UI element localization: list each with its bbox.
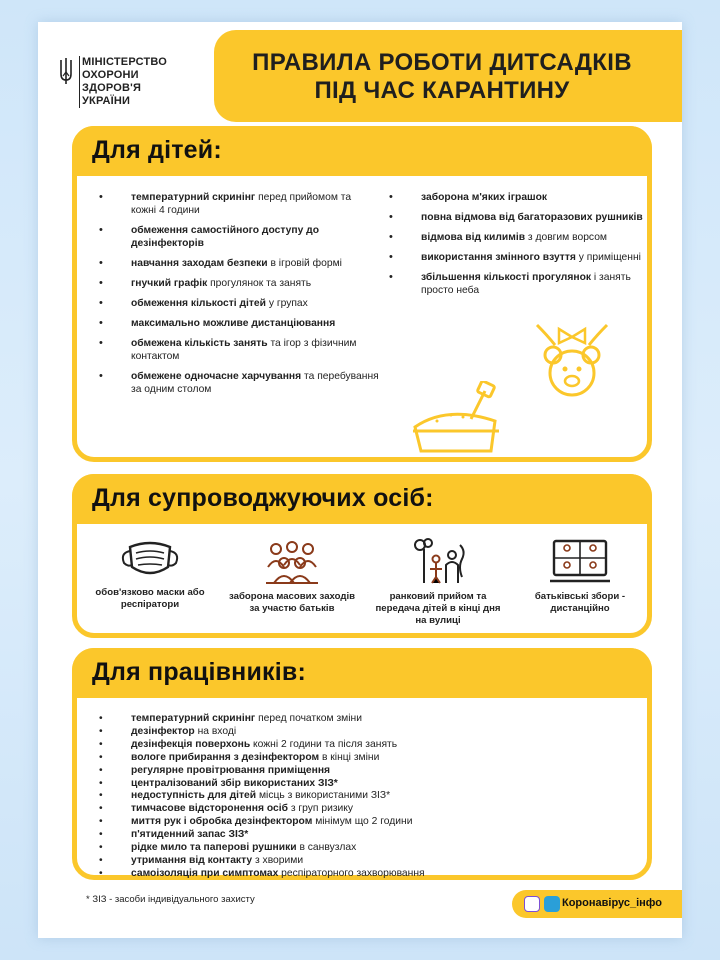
list-item [89, 191, 379, 217]
section-title-children: Для дітей: [92, 136, 222, 164]
trident-icon [58, 56, 74, 86]
list-item [89, 765, 649, 778]
list-item [89, 370, 379, 396]
section-title-escort: Для супроводжуючих осіб: [92, 484, 434, 512]
list-item [89, 317, 379, 330]
list-item [89, 842, 649, 855]
list-item [89, 337, 379, 363]
escort-item-mask [85, 537, 215, 611]
ministry-logo [54, 40, 204, 120]
list-item [89, 868, 649, 881]
rule-rest-text: та ігор з фізичним контактом [131, 338, 357, 362]
rule-bold-text: обмежене одночасне харчування [131, 371, 302, 382]
section-workers [72, 648, 652, 880]
mask-icon [118, 537, 182, 581]
poster [38, 22, 682, 938]
list-item [379, 231, 649, 244]
title-banner [214, 30, 682, 122]
rule-bold-text: миття рук і обробка дезінфектором [131, 816, 313, 828]
list-item [379, 211, 649, 224]
video-call-icon [548, 537, 612, 585]
escort-caption-video: батьківські збори - дистанційно [534, 591, 626, 614]
sandbox-icon [407, 381, 517, 461]
outdoor-icon [406, 537, 470, 585]
list-item [89, 855, 649, 868]
telegram-icon [544, 896, 560, 912]
rule-rest-text: з довгим ворсом [525, 232, 608, 243]
rule-bold-text: недоступність для дітей [131, 790, 257, 802]
escort-caption-mask: обов'язково маски або респіратори [95, 587, 205, 610]
rule-bold-text: обмеження кількості дітей [131, 298, 266, 309]
section-escort [72, 474, 652, 638]
list-item [379, 251, 649, 264]
children-rules-left [89, 191, 379, 403]
list-item [89, 790, 649, 803]
rule-bold-text: збільшення кількості прогулянок [421, 272, 592, 283]
rule-bold-text: заборона м'яких іграшок [421, 192, 548, 203]
crowd-icon [260, 537, 324, 585]
rule-bold-text: температурний скринінг [131, 713, 256, 724]
list-item [89, 778, 649, 791]
section-title-workers: Для працівників: [92, 658, 307, 686]
rule-bold-text: самоізоляція при симптомах [131, 867, 279, 879]
list-item [89, 726, 649, 739]
children-rules-right [379, 191, 649, 304]
logo-divider [79, 56, 80, 108]
viber-icon [524, 896, 540, 912]
list-item [89, 224, 379, 250]
rule-bold-text: централізований збір використаних ЗІЗ* [131, 777, 338, 789]
footer-channel[interactable] [512, 890, 682, 918]
rule-rest-text: у групах [265, 298, 308, 309]
rule-bold-text: відмова від килимів [421, 232, 526, 243]
title-line-2: ПІД ЧАС КАРАНТИНУ [314, 77, 570, 104]
rule-bold-text: навчання заходам безпеки [131, 258, 268, 269]
rule-rest-text: в кінці зміни [319, 751, 380, 763]
rule-rest-text: і занять просто неба [421, 272, 631, 296]
list-item [89, 257, 379, 270]
footnote: * ЗІЗ - засоби індивідуального захисту [86, 894, 255, 905]
rule-rest-text: в ігровій формі [267, 258, 342, 269]
rule-bold-text: тимчасове відсторонення осіб [131, 803, 288, 815]
rule-rest-text: мінімум що 2 години [312, 816, 413, 828]
rule-rest-text: на вході [194, 725, 237, 737]
rule-rest-text: в санвузлах [296, 842, 357, 854]
rule-bold-text: повна відмова від багаторазових рушників [421, 212, 643, 223]
ministry-line-3: ЗДОРОВ'Я [82, 82, 142, 94]
rule-rest-text: перед початком зміни [255, 713, 362, 724]
rule-bold-text: використання змінного взуття [421, 252, 576, 263]
rule-rest-text: кожні 2 години та після занять [250, 738, 398, 750]
list-item [89, 829, 649, 842]
channel-name: Коронавірус_інфо [562, 897, 663, 909]
rule-rest-text: та перебування за одним столом [131, 371, 379, 395]
rule-bold-text: дезінфектор [131, 725, 195, 737]
rule-rest-text: з хворими [252, 854, 304, 866]
rule-bold-text: утримання від контакту [131, 854, 253, 866]
escort-item-video [515, 537, 645, 615]
section-children [72, 126, 652, 462]
escort-item-outdoor [373, 537, 503, 627]
rule-bold-text: температурний скринінг [131, 192, 256, 203]
list-item [89, 752, 649, 765]
list-item [379, 191, 649, 204]
escort-item-crowd [227, 537, 357, 615]
ministry-name [82, 56, 167, 108]
list-item [89, 713, 649, 726]
rule-rest-text: з груп ризику [287, 803, 354, 815]
list-item [89, 803, 649, 816]
list-item [379, 271, 649, 297]
rule-bold-text: вологе прибирання з дезінфектором [131, 751, 320, 763]
ministry-line-2: ОХОРОНИ [82, 69, 139, 81]
rule-bold-text: обмеження самостійного доступу до дезінфекторів [131, 225, 319, 249]
rule-bold-text: регулярне провітрювання приміщення [131, 764, 331, 776]
escort-caption-outdoor: ранковий прийом та передача дітей в кінці дня на вулиці [375, 591, 501, 626]
list-item [89, 297, 379, 310]
rule-bold-text: дезінфекція поверхонь [131, 738, 251, 750]
rule-bold-text: гнучкий графік [131, 278, 208, 289]
list-item [89, 816, 649, 829]
rule-rest-text: місць з використаними ЗІЗ* [256, 790, 391, 802]
section-header [72, 474, 652, 524]
section-header [72, 648, 652, 698]
rule-rest-text: у приміщенні [575, 252, 641, 263]
list-item [89, 739, 649, 752]
rule-rest-text: прогулянок та занять [207, 278, 312, 289]
workers-rules [89, 713, 649, 881]
ministry-line-4: УКРАЇНИ [82, 95, 131, 107]
rule-bold-text: обмежена кількість занять [131, 338, 268, 349]
section-header [72, 126, 652, 176]
teddy-bear-icon [517, 321, 627, 411]
rule-bold-text: рідке мило та паперові рушники [131, 842, 297, 854]
rule-bold-text: максимально можливе дистанціювання [131, 318, 336, 329]
list-item [89, 277, 379, 290]
ministry-line-1: МІНІСТЕРСТВО [82, 56, 168, 68]
escort-caption-crowd: заборона масових заходів за участю батьків [228, 591, 356, 614]
rule-rest-text: респіраторного захворювання [278, 867, 425, 879]
rule-rest-text: перед прийомом та кожні 4 години [131, 192, 352, 216]
page-title [214, 49, 670, 105]
title-line-1: ПРАВИЛА РОБОТИ ДИТСАДКІВ [252, 49, 632, 76]
rule-bold-text: п'ятиденний запас ЗІЗ* [131, 829, 249, 841]
